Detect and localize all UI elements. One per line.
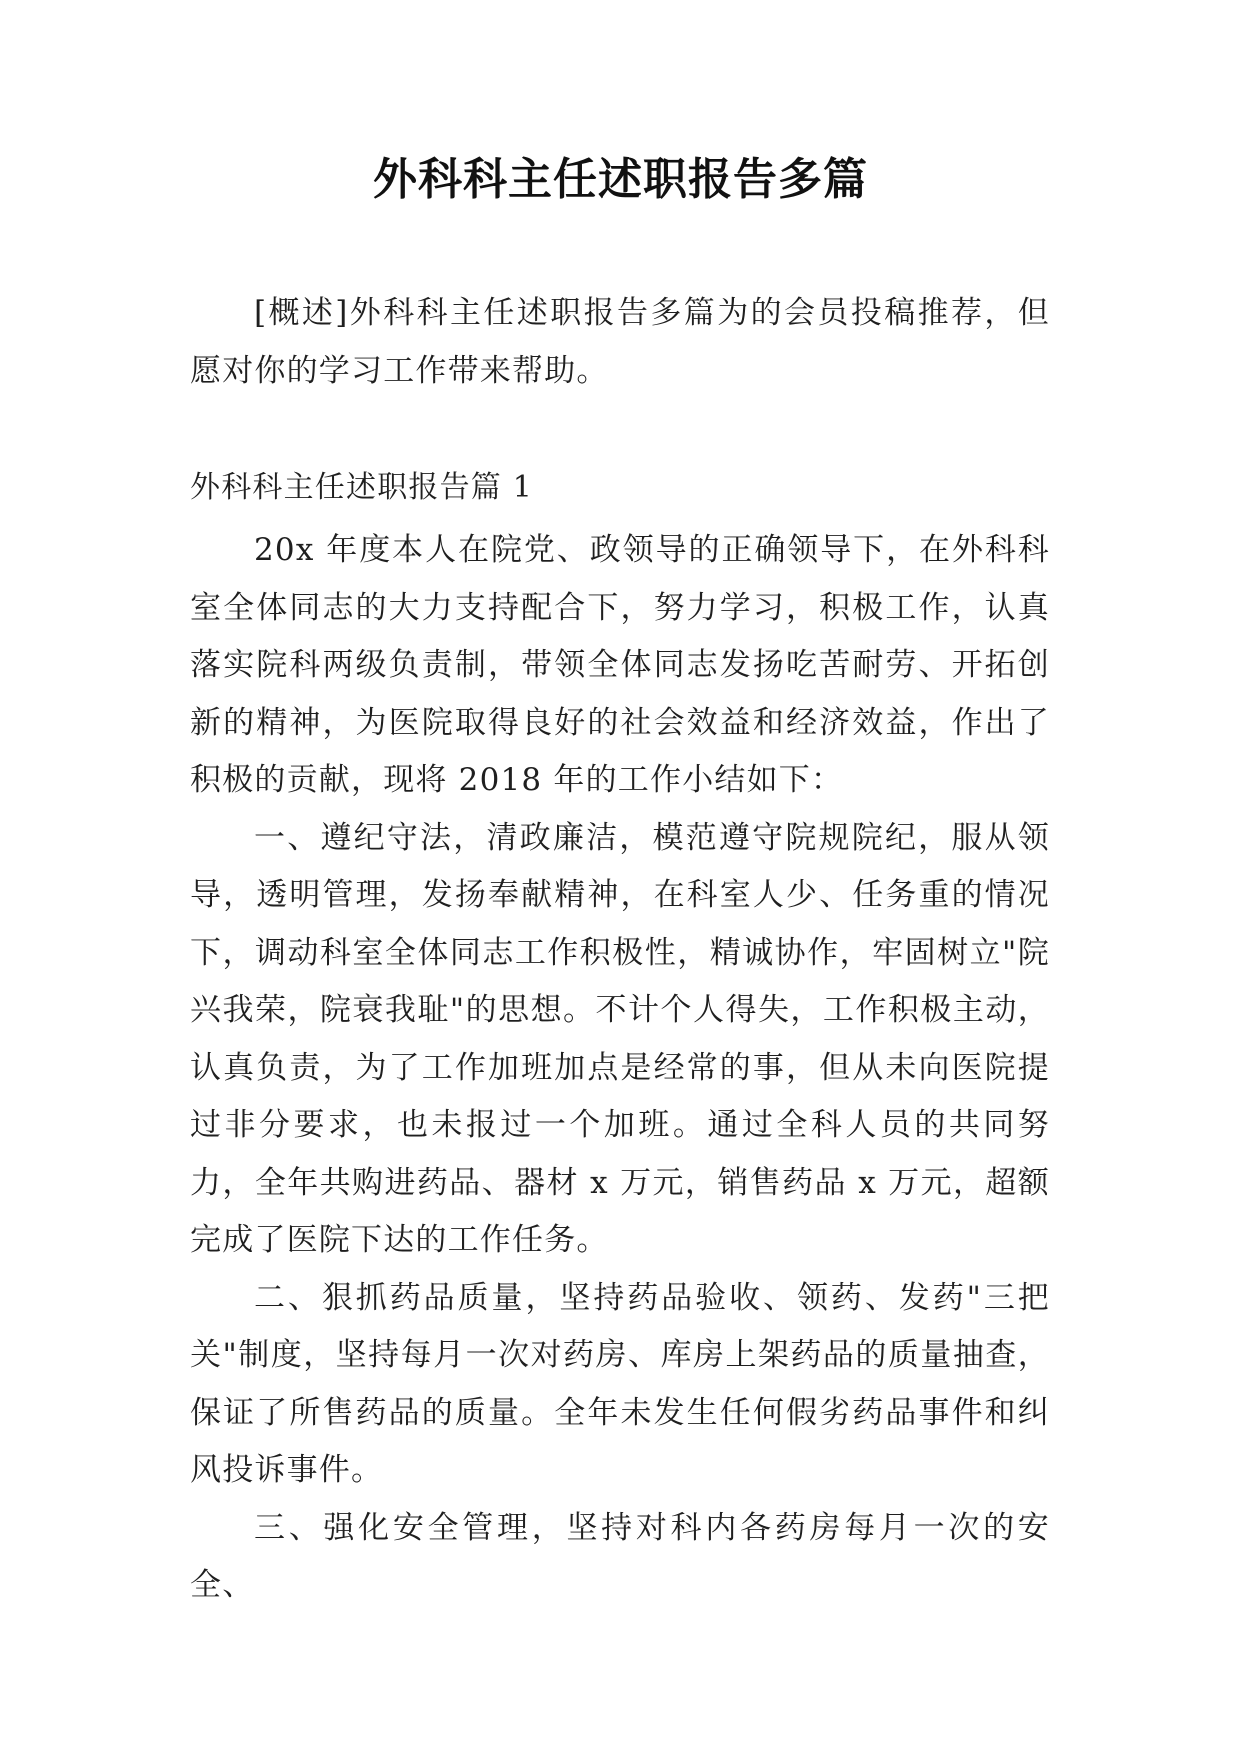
paragraph-item-2: 二、狠抓药品质量，坚持药品验收、领药、发药"三把关"制度，坚持每月一次对药房、库房上架药品的质量抽查，保证了所售药品的质量。全年未发生任何假劣药品事件和纠风投诉事件。 bbox=[190, 1279, 1050, 1488]
report-body bbox=[190, 522, 1050, 1615]
summary-paragraph: [概述]外科科主任述职报告多篇为的会员投稿推荐，但愿对你的学习工作带来帮助。 bbox=[190, 295, 1050, 389]
paragraph-intro: 20x 年度本人在院党、政领导的正确领导下，在外科科室全体同志的大力支持配合下，努力学习，积极工作，认真落实院科两级负责制，带领全体同志发扬吃苦耐劳、开拓创新的精神，为医院取得良好的社会效益和经济效益，作出了积极的贡献，现将 2018 年的工作小结如下： bbox=[190, 532, 1050, 798]
section-heading: 外科科主任述职报告篇 1 bbox=[190, 470, 534, 505]
paragraph-item-3: 三、强化安全管理，坚持对科内各药房每月一次的安全、 bbox=[190, 1509, 1050, 1603]
paragraph-item-1: 一、遵纪守法，清政廉洁，模范遵守院规院纪，服从领导，透明管理，发扬奉献精神，在科室人少、任务重的情况下，调动科室全体同志工作积极性，精诚协作，牢固树立"院兴我荣，院衰我耻"的思想。不计个人得失，工作积极主动，认真负责，为了工作加班加点是经常的事，但从未向医院提过非分要求，也未报过一个加班。通过全科人员的共同努力，全年共购进药品、器材 x 万元，销售药品 x 万元，超额完成了医院下达的工作任务。 bbox=[190, 819, 1050, 1258]
document-title: 外科科主任述职报告多篇 bbox=[373, 154, 868, 205]
